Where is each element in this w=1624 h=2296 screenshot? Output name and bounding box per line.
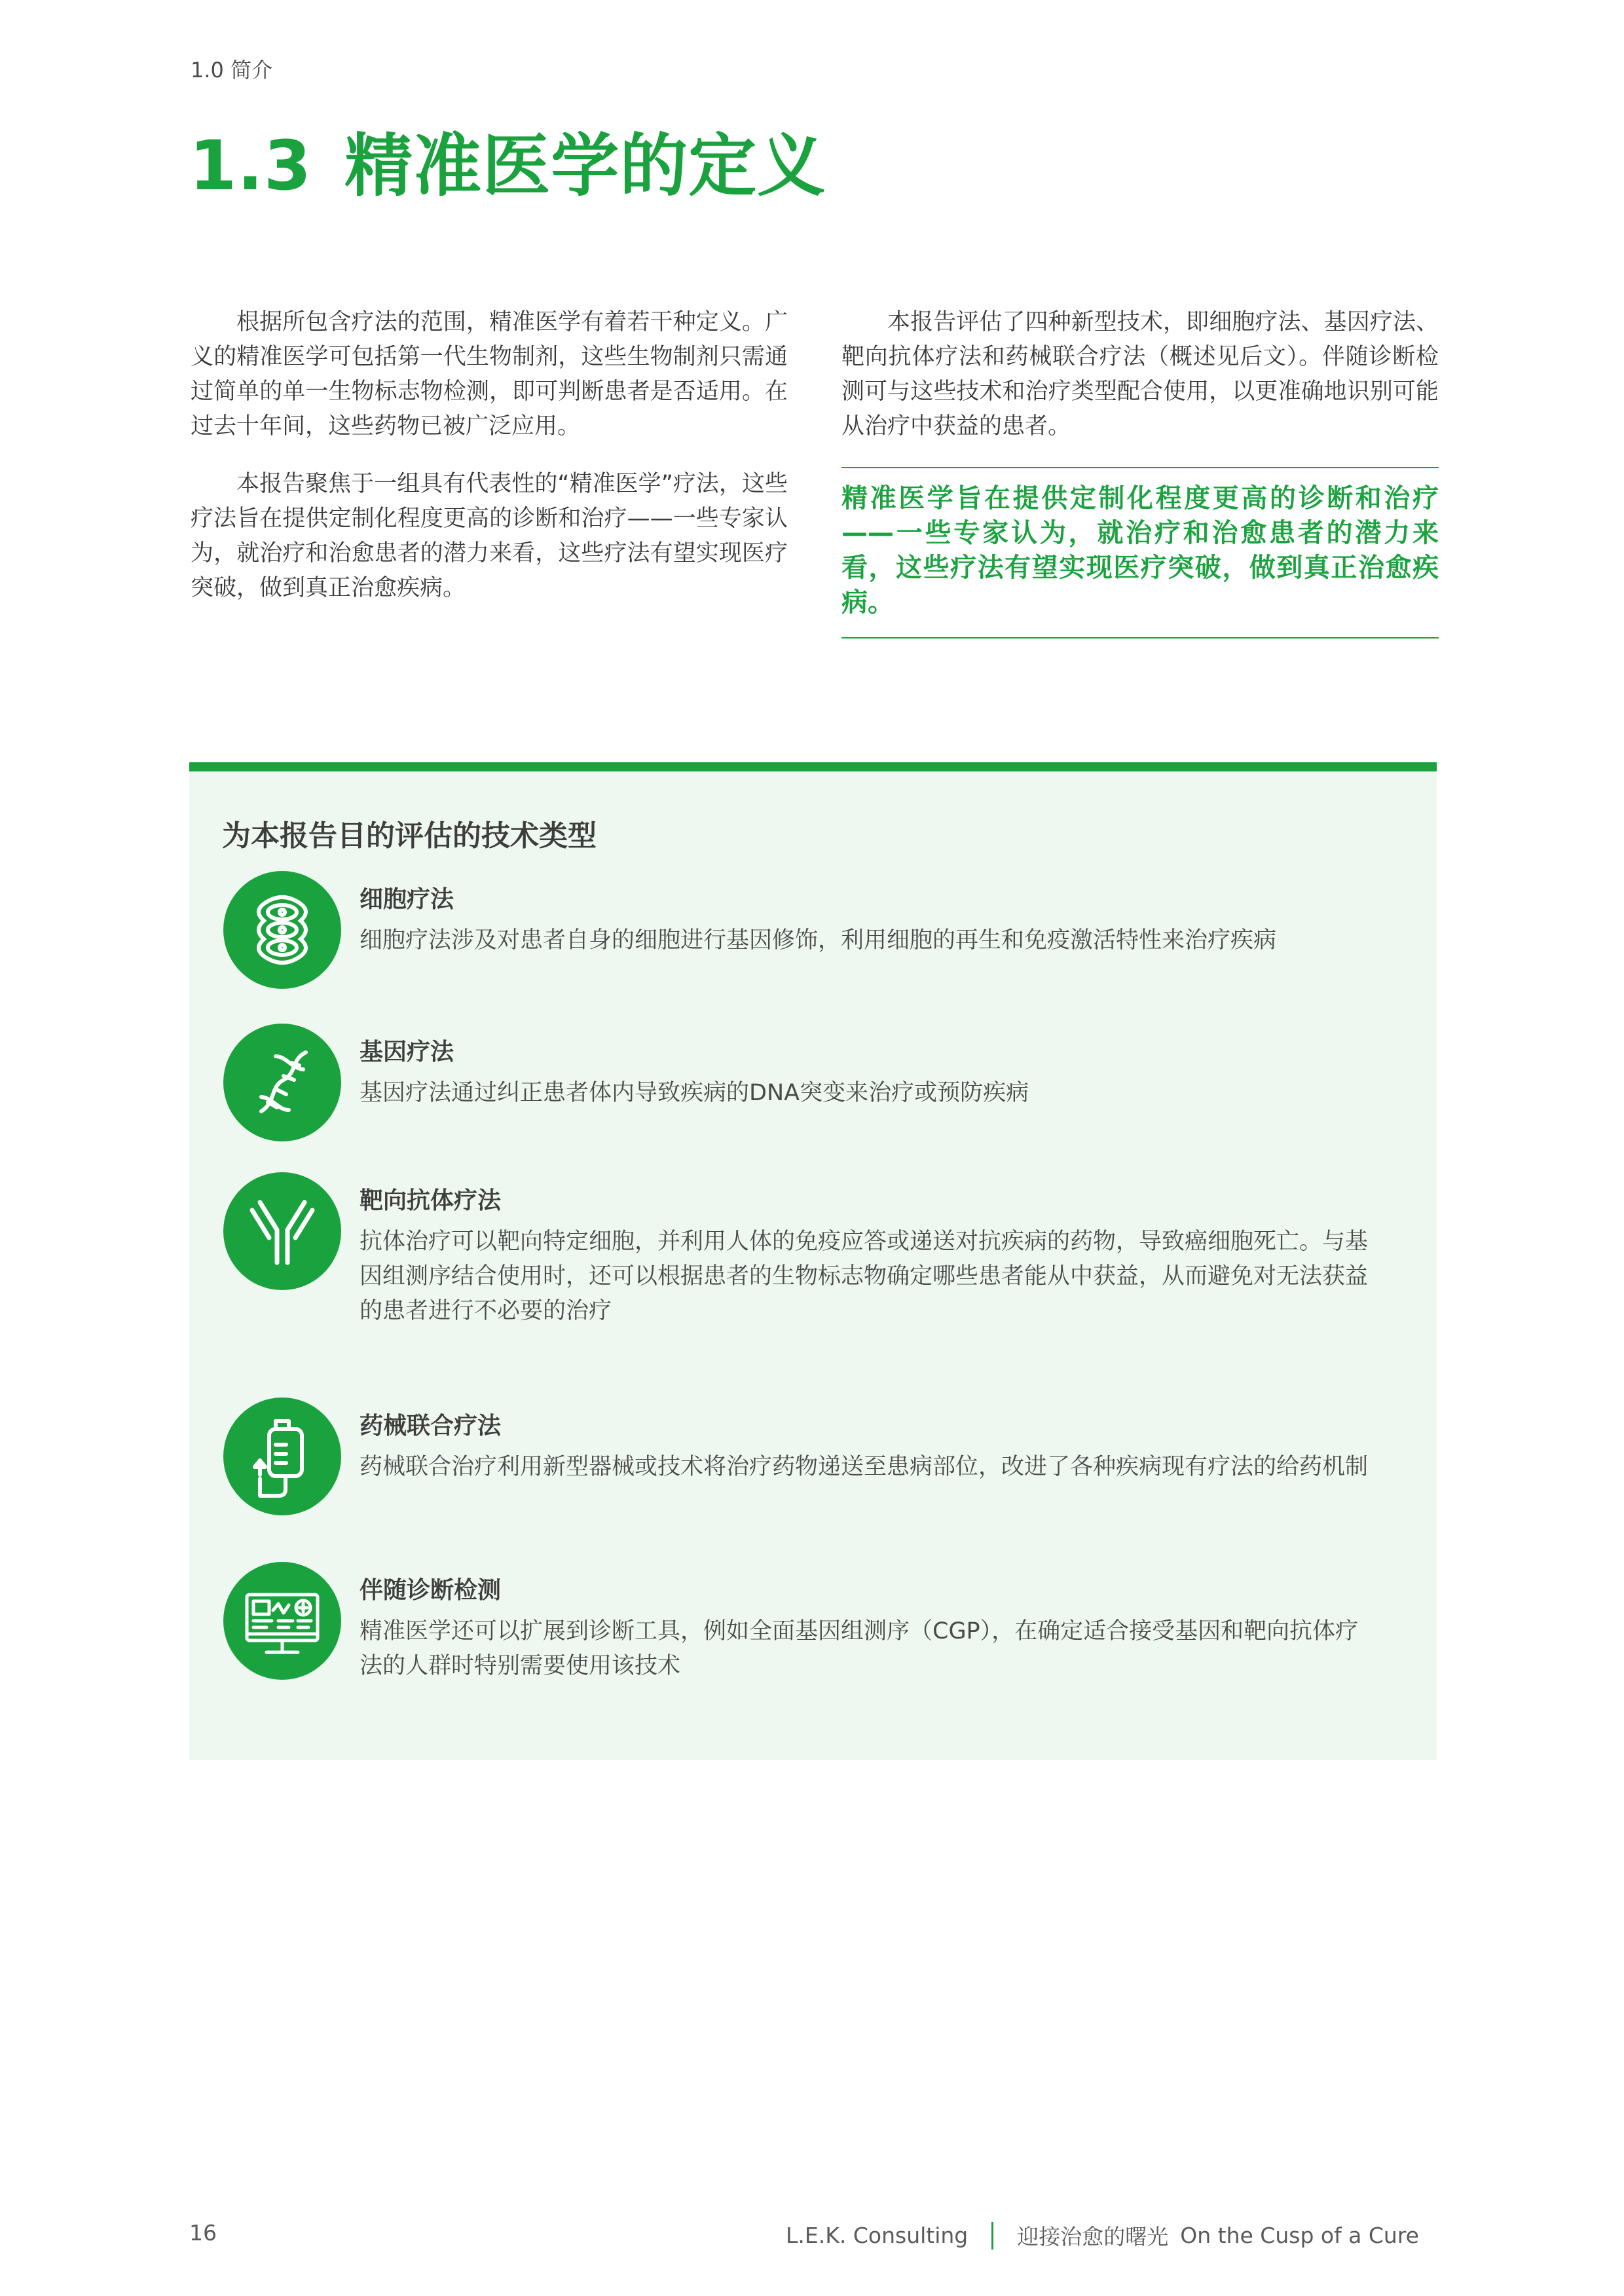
tech-item-drug-device-combination [223, 1398, 1389, 1515]
footer-title-en: On the Cusp of a Cure [1180, 2223, 1419, 2248]
tech-item-antibody-therapy [223, 1172, 1389, 1362]
tech-item-cell-therapy [223, 871, 1389, 989]
box-title: 为本报告目的评估的技术类型 [222, 819, 597, 853]
dna-icon [223, 1024, 341, 1141]
tech-name: 基因疗法 [360, 1039, 454, 1065]
footer-company: L.E.K. Consulting [786, 2223, 969, 2248]
iv-bag-icon [223, 1398, 341, 1515]
section-title: 精准医学的定义 [344, 126, 826, 206]
pull-quote: 精准医学旨在提供定制化程度更高的诊断和治疗——一些专家认为，就治疗和治愈患者的潜力来看，这些疗法有望实现医疗突破，做到真正治愈疾病。 [841, 467, 1439, 639]
tech-name: 靶向抗体疗法 [360, 1187, 502, 1214]
paragraph: 根据所包含疗法的范围，精准医学有着若干种定义。广义的精准医学可包括第一代生物制剂，这些生物制剂只需通过简单的单一生物标志物检测，即可判断患者是否适用。在过去十年间，这些药物已被广泛应用。 [191, 309, 788, 439]
technology-types-box [189, 762, 1437, 1760]
tech-description: 药械联合治疗利用新型器械或技术将治疗药物递送至患病部位，改进了各种疾病现有疗法的给药机制 [360, 1454, 1369, 1480]
tech-name: 药械联合疗法 [360, 1413, 502, 1439]
right-column [841, 305, 1439, 639]
paragraph: 本报告聚焦于一组具有代表性的“精准医学”疗法，这些疗法旨在提供定制化程度更高的诊断和治疗——一些专家认为，就治疗和治愈患者的潜力来看，这些疗法有望实现医疗突破，做到真正治愈疾病。 [191, 471, 788, 601]
tech-name: 伴随诊断检测 [360, 1577, 502, 1604]
section-number: 1.3 [189, 126, 312, 206]
footer-title-cn: 迎接治愈的曙光 [1017, 2224, 1169, 2250]
tech-item-companion-diagnostics [223, 1562, 1389, 1680]
tech-item-gene-therapy [223, 1024, 1389, 1141]
left-column [191, 305, 788, 629]
footer-divider [991, 2222, 993, 2250]
monitor-icon [223, 1562, 341, 1680]
page-title [189, 126, 826, 206]
tech-description: 精准医学还可以扩展到诊断工具，例如全面基因组测序（CGP），在确定适合接受基因和靶向抗体疗法的人群时特别需要使用该技术 [360, 1618, 1359, 1679]
footer-publication [786, 2220, 1419, 2251]
antibody-icon [223, 1172, 341, 1290]
tech-description: 抗体治疗可以靶向特定细胞，并利用人体的免疫应答或递送对抗疾病的药物，导致癌细胞死亡。与基因组测序结合使用时，还可以根据患者的生物标志物确定哪些患者能从中获益，从而避免对无法获益的患者进行不必要的治疗 [360, 1229, 1369, 1324]
tech-name: 细胞疗法 [360, 886, 454, 913]
page-number: 16 [189, 2220, 217, 2246]
breadcrumb: 1.0 简介 [191, 58, 273, 83]
tech-description: 基因疗法通过纠正患者体内导致疾病的DNA突变来治疗或预防疾病 [360, 1080, 1029, 1106]
tech-description: 细胞疗法涉及对患者自身的细胞进行基因修饰，利用细胞的再生和免疫激活特性来治疗疾病 [360, 927, 1277, 954]
paragraph: 本报告评估了四种新型技术，即细胞疗法、基因疗法、靶向抗体疗法和药械联合疗法（概述见后文）。伴随诊断检测可与这些技术和治疗类型配合使用，以更准确地识别可能从治疗中获益的患者。 [841, 309, 1439, 439]
cells-icon [223, 871, 341, 989]
